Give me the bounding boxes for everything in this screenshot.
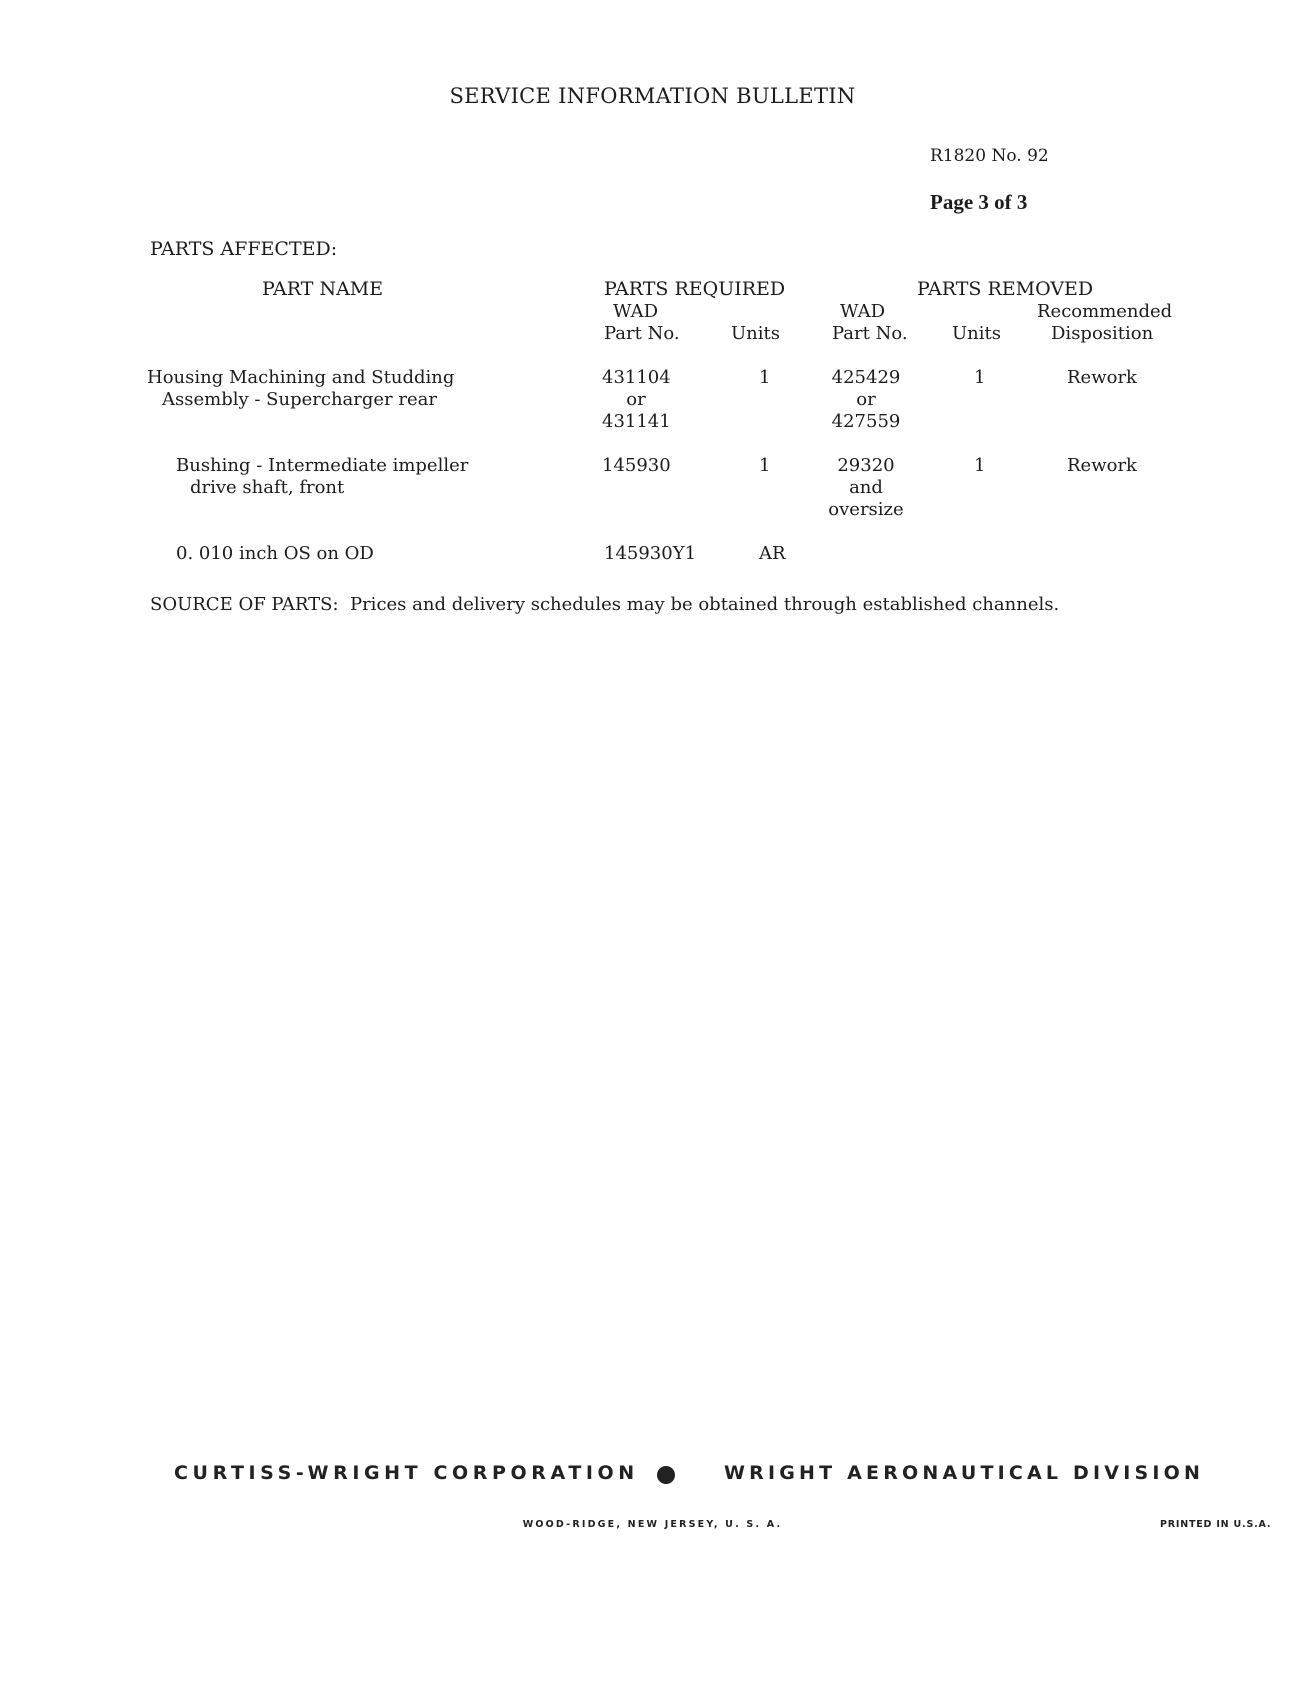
row1-rem-part-2: or bbox=[856, 389, 876, 410]
row2-rem-part-2: and bbox=[849, 477, 883, 498]
row1-rem-part-1: 425429 bbox=[831, 367, 901, 388]
row1-req-part-1: 431104 bbox=[602, 367, 671, 388]
header-part-name: PART NAME bbox=[262, 278, 384, 300]
footer-corporation: CURTISS-WRIGHT CORPORATION bbox=[174, 1462, 639, 1484]
row1-rem-units: 1 bbox=[974, 367, 986, 388]
header-parts-removed: PARTS REMOVED bbox=[917, 278, 1094, 300]
header-disposition: Disposition bbox=[1051, 323, 1154, 344]
row1-rem-part-3: 427559 bbox=[831, 411, 901, 432]
row2-rem-part-1: 29320 bbox=[837, 455, 895, 476]
row1-disposition: Rework bbox=[1067, 367, 1137, 388]
row3-part-name: 0. 010 inch OS on OD bbox=[176, 543, 374, 564]
row1-part-name-line1: Housing Machining and Studding bbox=[147, 367, 455, 388]
header-rem-part-no: Part No. bbox=[832, 323, 908, 344]
footer-location: WOOD-RIDGE, NEW JERSEY, U. S. A. bbox=[522, 1519, 783, 1530]
row2-req-units: 1 bbox=[759, 455, 771, 476]
header-req-units: Units bbox=[731, 323, 780, 344]
header-parts-required: PARTS REQUIRED bbox=[604, 278, 786, 300]
row1-req-units: 1 bbox=[759, 367, 771, 388]
row3-req-units: AR bbox=[759, 543, 786, 564]
source-text: Prices and delivery schedules may be obtained through established channels. bbox=[349, 594, 1060, 615]
row2-req-part-1: 145930 bbox=[602, 455, 671, 476]
row1-req-part-2: or bbox=[626, 389, 646, 410]
row2-part-name-line2: drive shaft, front bbox=[190, 477, 345, 498]
row1-req-part-3: 431141 bbox=[602, 411, 671, 432]
header-req-part-no: Part No. bbox=[604, 323, 680, 344]
parts-affected-label: PARTS AFFECTED: bbox=[150, 238, 338, 260]
row1-part-name-line2: Assembly - Supercharger rear bbox=[162, 389, 437, 410]
header-rem-units: Units bbox=[952, 323, 1001, 344]
source-label: SOURCE OF PARTS: bbox=[150, 594, 339, 615]
header-rem-wad: WAD bbox=[840, 301, 886, 322]
page-number: Page 3 of 3 bbox=[930, 190, 1028, 214]
row2-rem-units: 1 bbox=[974, 455, 986, 476]
row2-disposition: Rework bbox=[1067, 455, 1137, 476]
bulletin-number: R1820 No. 92 bbox=[930, 146, 1049, 166]
row2-part-name-line1: Bushing - Intermediate impeller bbox=[176, 455, 469, 476]
footer-printed: PRINTED IN U.S.A. bbox=[1160, 1519, 1272, 1530]
source-of-parts bbox=[150, 594, 1059, 615]
bulletin-title: SERVICE INFORMATION BULLETIN bbox=[449, 84, 856, 108]
row3-req-part: 145930Y1 bbox=[604, 543, 697, 564]
footer-division: WRIGHT AERONAUTICAL DIVISION bbox=[724, 1462, 1205, 1484]
footer-bullet-dot bbox=[657, 1466, 675, 1484]
header-recommended: Recommended bbox=[1037, 301, 1173, 322]
row2-rem-part-3: oversize bbox=[828, 499, 904, 520]
header-req-wad: WAD bbox=[613, 301, 659, 322]
